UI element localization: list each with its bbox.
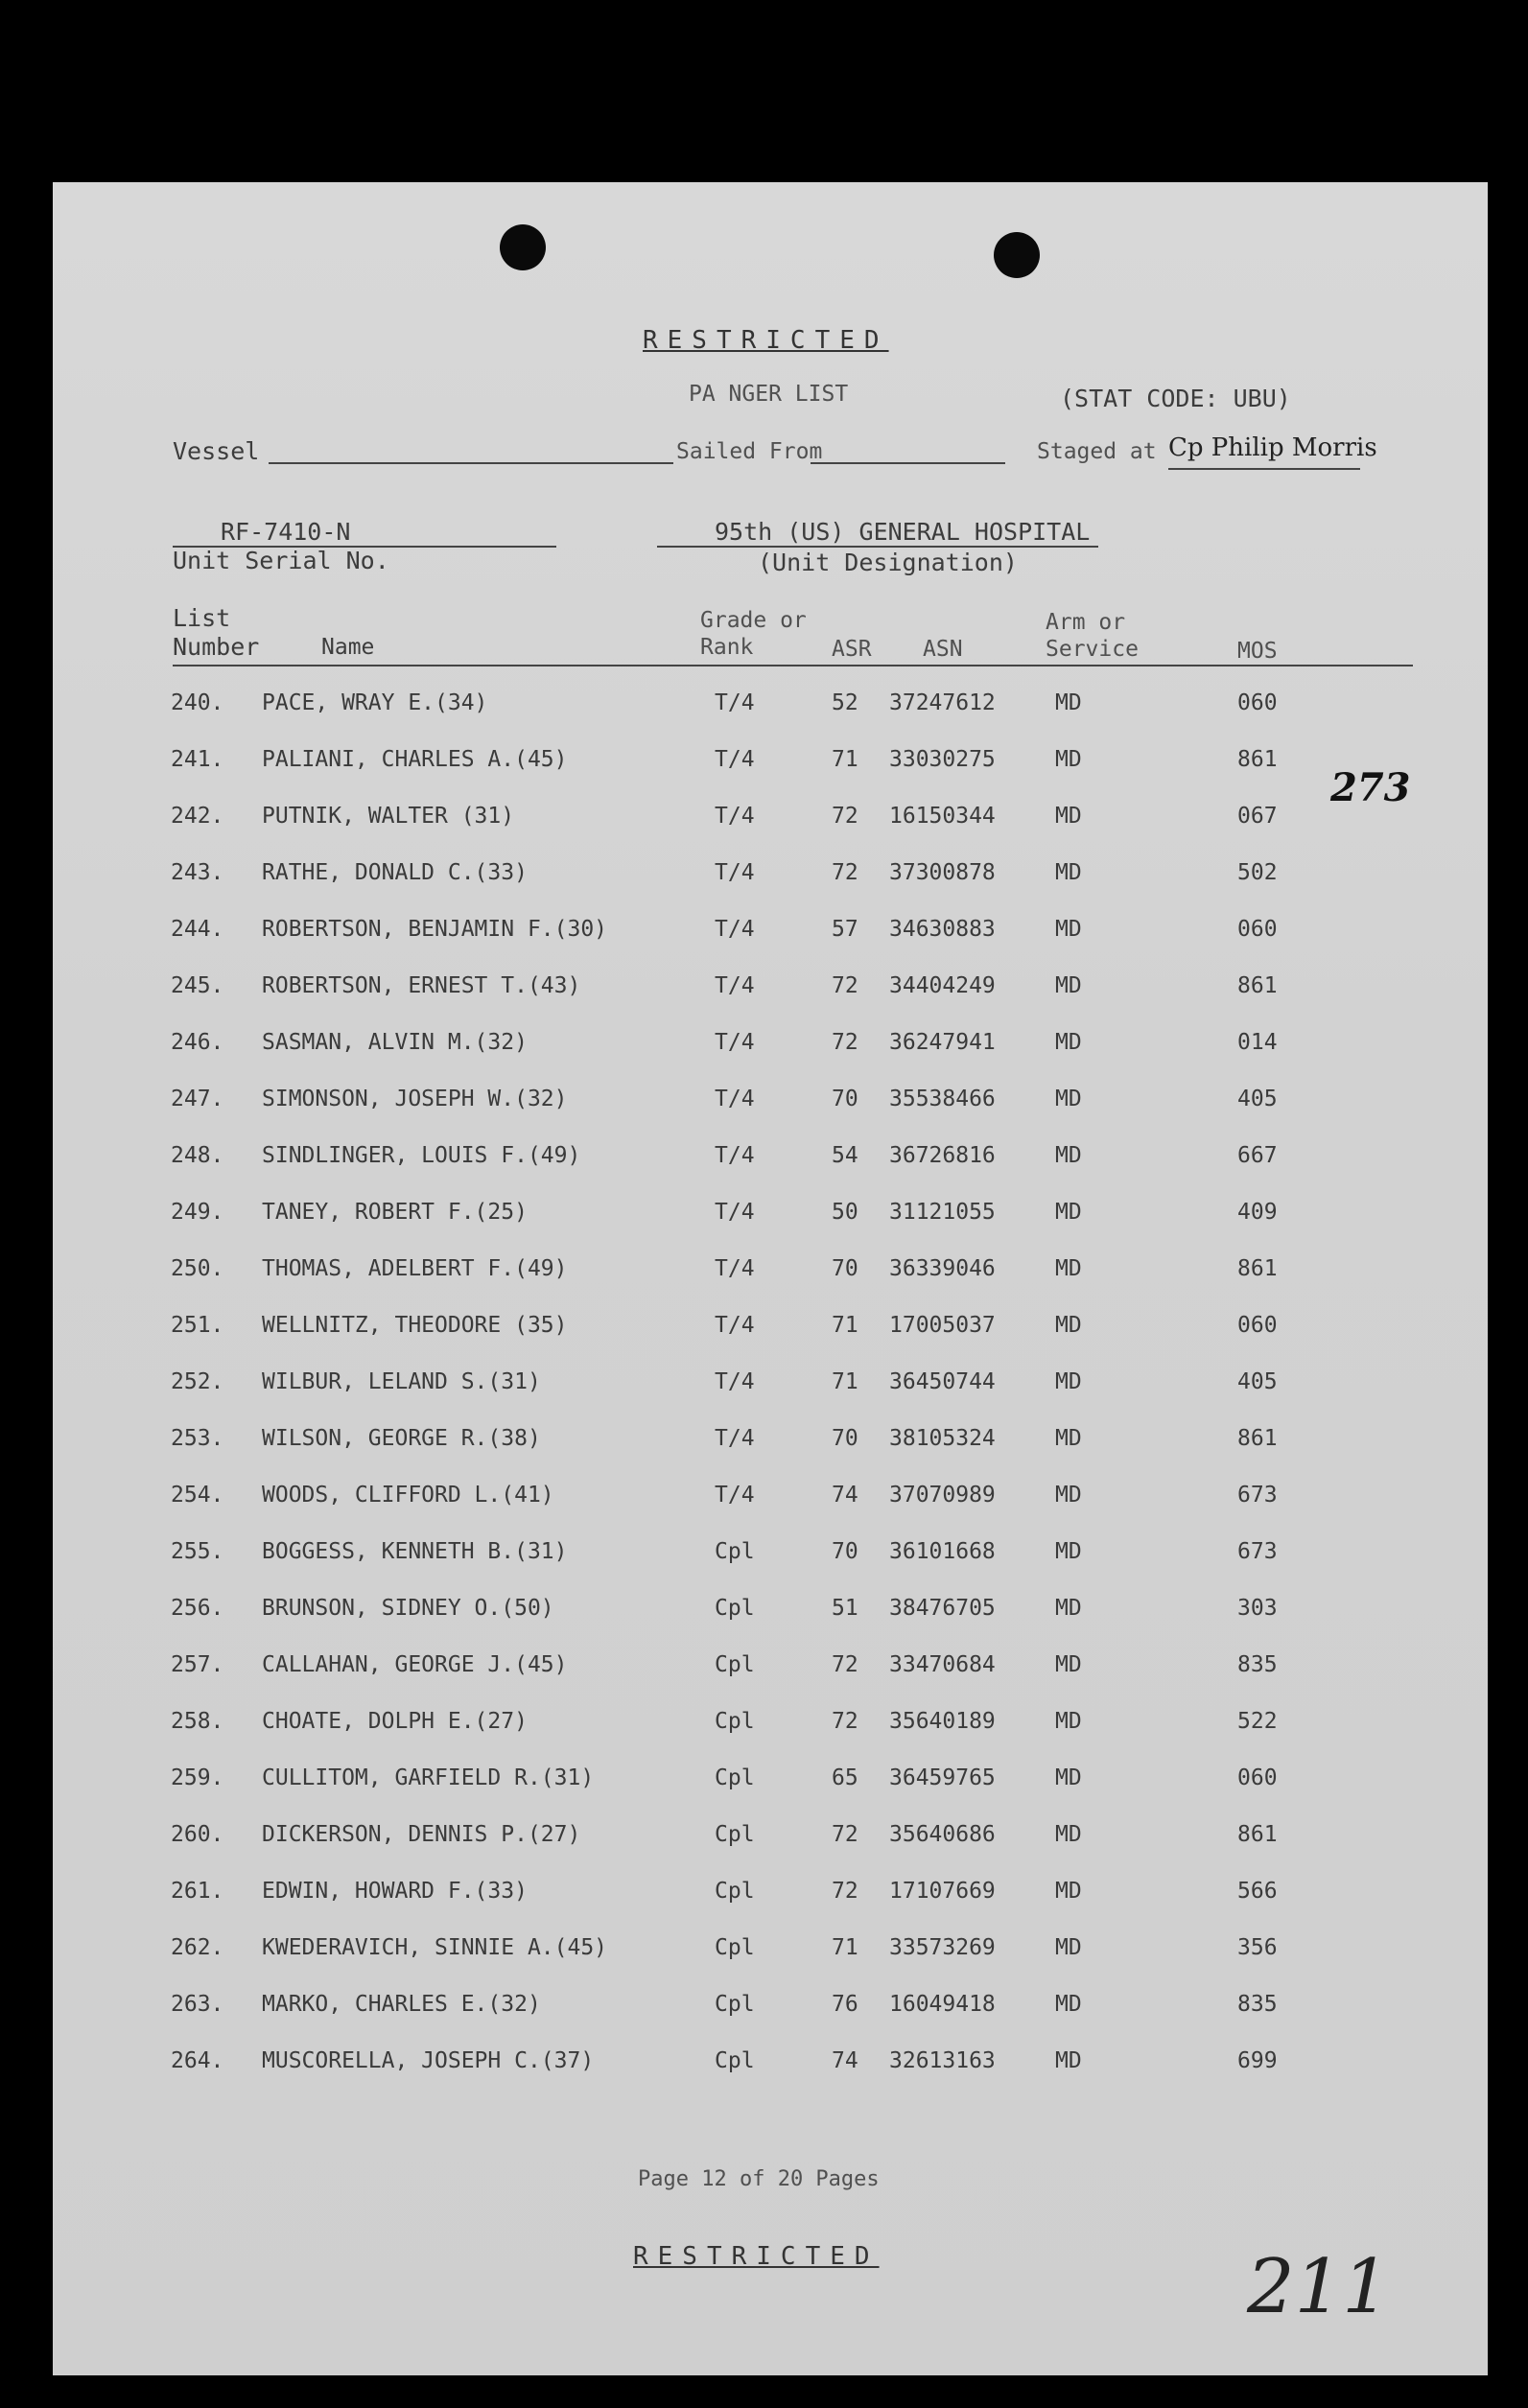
row-asn: 35538466 (889, 1087, 996, 1111)
row-mos: 060 (1237, 1765, 1278, 1790)
row-number: 247. (171, 1087, 224, 1111)
table-row (53, 1765, 1488, 1794)
row-arm: MD (1055, 1822, 1082, 1847)
row-asn: 32613163 (889, 2048, 996, 2073)
row-asn: 35640189 (889, 1709, 996, 1734)
row-arm: MD (1055, 1030, 1082, 1055)
row-mos: 405 (1237, 1369, 1278, 1394)
row-asr: 72 (832, 1030, 858, 1055)
row-name: BRUNSON, SIDNEY O.(50) (262, 1596, 554, 1621)
row-mos: 861 (1237, 1426, 1278, 1451)
row-asr: 71 (832, 747, 858, 772)
staged-at-label: Staged at (1037, 439, 1157, 464)
table-row (53, 1143, 1488, 1172)
unit-designation-value: 95th (US) GENERAL HOSPITAL (715, 518, 1091, 546)
punch-hole-right (994, 232, 1040, 278)
row-mos: 699 (1237, 2048, 1278, 2073)
row-mos: 303 (1237, 1596, 1278, 1621)
table-row (53, 1596, 1488, 1625)
row-name: PALIANI, CHARLES A.(45) (262, 747, 568, 772)
row-name: KWEDERAVICH, SINNIE A.(45) (262, 1935, 608, 1960)
row-asr: 71 (832, 1935, 858, 1960)
row-grade: T/4 (715, 1426, 755, 1451)
row-grade: Cpl (715, 1596, 755, 1621)
row-asn: 35640686 (889, 1822, 996, 1847)
row-grade: Cpl (715, 1992, 755, 2017)
table-row (53, 1426, 1488, 1455)
table-row (53, 804, 1488, 832)
row-mos: 861 (1237, 1256, 1278, 1281)
row-asn: 33573269 (889, 1935, 996, 1960)
row-asr: 72 (832, 1709, 858, 1734)
row-number: 245. (171, 973, 224, 998)
vessel-label: Vessel (173, 437, 260, 465)
row-number: 261. (171, 1879, 224, 1904)
col-header-rank: Rank (700, 635, 754, 660)
row-asn: 37247612 (889, 690, 996, 715)
row-mos: 835 (1237, 1992, 1278, 2017)
row-mos: 835 (1237, 1652, 1278, 1677)
row-mos: 861 (1237, 973, 1278, 998)
row-number: 242. (171, 804, 224, 829)
table-row (53, 1822, 1488, 1851)
row-grade: T/4 (715, 1483, 755, 1508)
row-grade: T/4 (715, 917, 755, 942)
row-number: 241. (171, 747, 224, 772)
row-mos: 060 (1237, 917, 1278, 942)
table-row (53, 1369, 1488, 1398)
row-grade: T/4 (715, 1313, 755, 1338)
row-number: 258. (171, 1709, 224, 1734)
row-arm: MD (1055, 860, 1082, 885)
row-mos: 667 (1237, 1143, 1278, 1168)
row-asr: 52 (832, 690, 858, 715)
row-asn: 37300878 (889, 860, 996, 885)
vessel-line (269, 462, 673, 464)
row-name: PUTNIK, WALTER (31) (262, 804, 515, 829)
row-number: 252. (171, 1369, 224, 1394)
table-row (53, 690, 1488, 719)
row-name: DICKERSON, DENNIS P.(27) (262, 1822, 581, 1847)
row-arm: MD (1055, 1765, 1082, 1790)
row-asn: 16049418 (889, 1992, 996, 2017)
table-row (53, 747, 1488, 776)
row-number: 253. (171, 1426, 224, 1451)
col-header-service: Service (1046, 637, 1139, 662)
row-number: 246. (171, 1030, 224, 1055)
row-grade: T/4 (715, 973, 755, 998)
row-number: 243. (171, 860, 224, 885)
staged-at-line (1168, 468, 1360, 470)
col-header-number: Number (173, 633, 260, 661)
row-asr: 74 (832, 1483, 858, 1508)
row-grade: Cpl (715, 1709, 755, 1734)
row-arm: MD (1055, 1596, 1082, 1621)
row-asn: 16150344 (889, 804, 996, 829)
punch-hole-left (500, 224, 546, 270)
row-grade: T/4 (715, 690, 755, 715)
sailed-from-line (811, 462, 1005, 464)
row-number: 262. (171, 1935, 224, 1960)
col-header-arm: Arm or (1046, 610, 1126, 635)
row-name: MUSCORELLA, JOSEPH C.(37) (262, 2048, 595, 2073)
row-number: 263. (171, 1992, 224, 2017)
row-arm: MD (1055, 1992, 1082, 2017)
row-number: 248. (171, 1143, 224, 1168)
table-row (53, 1879, 1488, 1907)
row-arm: MD (1055, 1143, 1082, 1168)
staged-at-value: Cp Philip Morris (1168, 433, 1377, 462)
row-asn: 36339046 (889, 1256, 996, 1281)
row-name: SINDLINGER, LOUIS F.(49) (262, 1143, 581, 1168)
row-asn: 36247941 (889, 1030, 996, 1055)
row-grade: T/4 (715, 1369, 755, 1394)
row-number: 256. (171, 1596, 224, 1621)
row-arm: MD (1055, 690, 1082, 715)
row-asr: 70 (832, 1539, 858, 1564)
table-row (53, 1087, 1488, 1115)
row-arm: MD (1055, 973, 1082, 998)
row-name: EDWIN, HOWARD F.(33) (262, 1879, 528, 1904)
row-number: 240. (171, 690, 224, 715)
row-number: 249. (171, 1200, 224, 1225)
sailed-from-label: Sailed From (676, 439, 823, 464)
row-name: SIMONSON, JOSEPH W.(32) (262, 1087, 568, 1111)
row-mos: 673 (1237, 1539, 1278, 1564)
row-number: 244. (171, 917, 224, 942)
row-name: CALLAHAN, GEORGE J.(45) (262, 1652, 568, 1677)
row-number: 257. (171, 1652, 224, 1677)
handwritten-page-number: 211 (1247, 2244, 1390, 2330)
row-asr: 71 (832, 1313, 858, 1338)
row-asr: 72 (832, 860, 858, 885)
col-header-name: Name (321, 635, 375, 660)
restricted-heading-bottom: RESTRICTED (633, 2242, 880, 2271)
row-asr: 57 (832, 917, 858, 942)
row-number: 260. (171, 1822, 224, 1847)
table-row (53, 1030, 1488, 1059)
row-asr: 72 (832, 1822, 858, 1847)
row-name: RATHE, DONALD C.(33) (262, 860, 528, 885)
row-name: WOODS, CLIFFORD L.(41) (262, 1483, 554, 1508)
header-rule (173, 665, 1413, 666)
table-row (53, 1709, 1488, 1738)
row-arm: MD (1055, 1935, 1082, 1960)
row-mos: 502 (1237, 860, 1278, 885)
row-name: WELLNITZ, THEODORE (35) (262, 1313, 568, 1338)
row-arm: MD (1055, 1087, 1082, 1111)
row-mos: 060 (1237, 1313, 1278, 1338)
table-row (53, 1200, 1488, 1228)
row-arm: MD (1055, 1200, 1082, 1225)
row-asr: 65 (832, 1765, 858, 1790)
row-number: 254. (171, 1483, 224, 1508)
row-asn: 33030275 (889, 747, 996, 772)
handwritten-stamp-number: 273 (1330, 765, 1411, 810)
row-number: 251. (171, 1313, 224, 1338)
document-page (53, 182, 1488, 2375)
row-asn: 36101668 (889, 1539, 996, 1564)
table-row (53, 1483, 1488, 1511)
row-asn: 17107669 (889, 1879, 996, 1904)
row-name: ROBERTSON, ERNEST T.(43) (262, 973, 581, 998)
unit-serial-label: Unit Serial No. (173, 547, 389, 574)
row-asn: 38105324 (889, 1426, 996, 1451)
row-asr: 70 (832, 1256, 858, 1281)
unit-designation-line (657, 546, 1098, 548)
row-asr: 72 (832, 973, 858, 998)
row-mos: 067 (1237, 804, 1278, 829)
row-grade: T/4 (715, 1030, 755, 1055)
row-arm: MD (1055, 1709, 1082, 1734)
col-header-asr: ASR (832, 637, 872, 662)
row-name: CHOATE, DOLPH E.(27) (262, 1709, 528, 1734)
row-grade: Cpl (715, 1879, 755, 1904)
stat-code: (STAT CODE: UBU) (1060, 385, 1291, 412)
table-row (53, 1652, 1488, 1681)
row-arm: MD (1055, 1426, 1082, 1451)
row-asn: 36450744 (889, 1369, 996, 1394)
row-number: 250. (171, 1256, 224, 1281)
row-grade: T/4 (715, 860, 755, 885)
table-row (53, 2048, 1488, 2077)
row-arm: MD (1055, 1369, 1082, 1394)
row-asn: 36726816 (889, 1143, 996, 1168)
page-count: Page 12 of 20 Pages (638, 2167, 880, 2191)
row-name: SASMAN, ALVIN M.(32) (262, 1030, 528, 1055)
col-header-list: List (173, 604, 231, 632)
table-row (53, 1539, 1488, 1568)
row-asn: 33470684 (889, 1652, 996, 1677)
row-mos: 405 (1237, 1087, 1278, 1111)
row-grade: T/4 (715, 804, 755, 829)
row-asn: 31121055 (889, 1200, 996, 1225)
row-asr: 76 (832, 1992, 858, 2017)
row-grade: T/4 (715, 1087, 755, 1111)
table-row (53, 1992, 1488, 2021)
row-asr: 51 (832, 1596, 858, 1621)
row-asr: 71 (832, 1369, 858, 1394)
row-asn: 37070989 (889, 1483, 996, 1508)
row-grade: T/4 (715, 1143, 755, 1168)
row-name: THOMAS, ADELBERT F.(49) (262, 1256, 568, 1281)
unit-serial-value: RF-7410-N (221, 518, 351, 546)
row-mos: 522 (1237, 1709, 1278, 1734)
row-grade: T/4 (715, 747, 755, 772)
row-asn: 36459765 (889, 1765, 996, 1790)
row-asn: 38476705 (889, 1596, 996, 1621)
row-mos: 060 (1237, 690, 1278, 715)
row-name: CULLITOM, GARFIELD R.(31) (262, 1765, 595, 1790)
row-name: WILBUR, LELAND S.(31) (262, 1369, 541, 1394)
row-asn: 17005037 (889, 1313, 996, 1338)
col-header-asn: ASN (923, 637, 963, 662)
row-asr: 70 (832, 1087, 858, 1111)
row-grade: Cpl (715, 1765, 755, 1790)
row-name: BOGGESS, KENNETH B.(31) (262, 1539, 568, 1564)
row-name: PACE, WRAY E.(34) (262, 690, 488, 715)
row-arm: MD (1055, 1256, 1082, 1281)
row-asr: 70 (832, 1426, 858, 1451)
row-grade: Cpl (715, 1539, 755, 1564)
row-arm: MD (1055, 2048, 1082, 2073)
row-name: TANEY, ROBERT F.(25) (262, 1200, 528, 1225)
row-grade: Cpl (715, 1935, 755, 1960)
row-mos: 861 (1237, 1822, 1278, 1847)
col-header-mos: MOS (1237, 639, 1278, 664)
row-mos: 566 (1237, 1879, 1278, 1904)
col-header-grade: Grade or (700, 608, 807, 633)
row-name: ROBERTSON, BENJAMIN F.(30) (262, 917, 608, 942)
row-asr: 72 (832, 804, 858, 829)
row-grade: Cpl (715, 1822, 755, 1847)
row-arm: MD (1055, 1483, 1082, 1508)
row-mos: 409 (1237, 1200, 1278, 1225)
restricted-heading-top: RESTRICTED (643, 326, 889, 355)
row-arm: MD (1055, 804, 1082, 829)
row-grade: Cpl (715, 2048, 755, 2073)
row-mos: 861 (1237, 747, 1278, 772)
row-arm: MD (1055, 1313, 1082, 1338)
row-number: 255. (171, 1539, 224, 1564)
row-name: WILSON, GEORGE R.(38) (262, 1426, 541, 1451)
row-mos: 356 (1237, 1935, 1278, 1960)
row-arm: MD (1055, 1879, 1082, 1904)
row-number: 264. (171, 2048, 224, 2073)
table-row (53, 973, 1488, 1002)
row-arm: MD (1055, 747, 1082, 772)
table-row (53, 860, 1488, 889)
table-row (53, 1935, 1488, 1964)
row-asr: 74 (832, 2048, 858, 2073)
row-arm: MD (1055, 1652, 1082, 1677)
row-grade: T/4 (715, 1200, 755, 1225)
table-row (53, 1256, 1488, 1285)
row-mos: 014 (1237, 1030, 1278, 1055)
row-arm: MD (1055, 1539, 1082, 1564)
row-asr: 72 (832, 1652, 858, 1677)
row-asn: 34630883 (889, 917, 996, 942)
unit-designation-label: (Unit Designation) (758, 549, 1018, 576)
row-asn: 34404249 (889, 973, 996, 998)
row-arm: MD (1055, 917, 1082, 942)
row-number: 259. (171, 1765, 224, 1790)
row-mos: 673 (1237, 1483, 1278, 1508)
table-row (53, 917, 1488, 946)
row-grade: T/4 (715, 1256, 755, 1281)
row-asr: 50 (832, 1200, 858, 1225)
row-grade: Cpl (715, 1652, 755, 1677)
row-name: MARKO, CHARLES E.(32) (262, 1992, 541, 2017)
list-title: PA NGER LIST (689, 382, 849, 407)
row-asr: 54 (832, 1143, 858, 1168)
table-row (53, 1313, 1488, 1342)
row-asr: 72 (832, 1879, 858, 1904)
